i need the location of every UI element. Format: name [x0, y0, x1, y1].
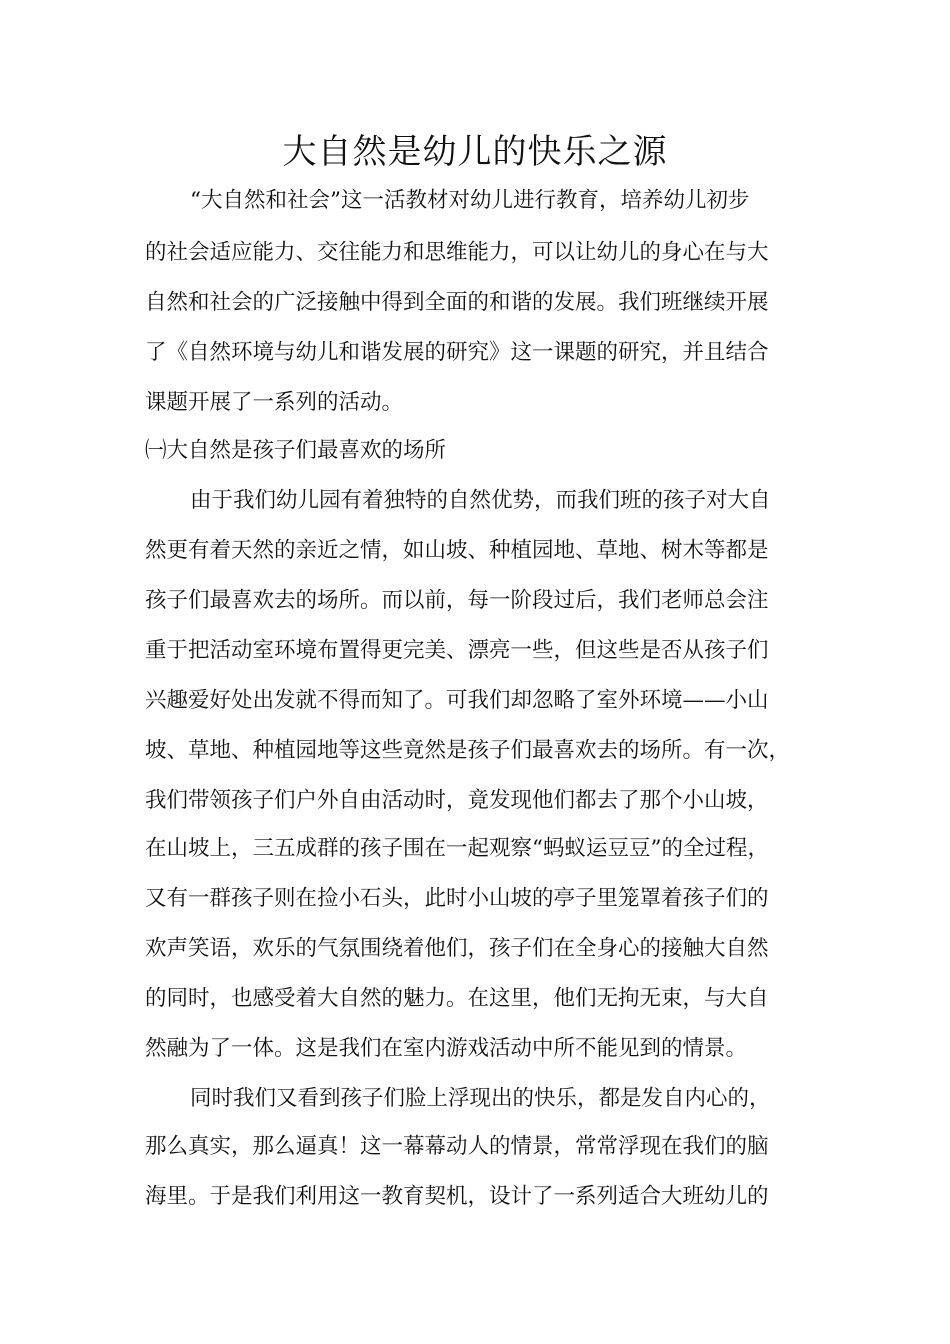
- paragraph-line: 重于把活动室环境布置得更完美、漂亮一些，但这些是否从孩子们: [145, 638, 769, 663]
- paragraph-line: “大自然和社会”这一活教材对幼儿进行教育，培养幼儿初步: [190, 188, 750, 213]
- paragraph-line: 然融为了一体。这是我们在室内游戏活动中所不能见到的情景。: [145, 1036, 748, 1061]
- paragraph-line: 自然和社会的广泛接触中得到全面的和谐的发展。我们班继续开展: [145, 290, 769, 315]
- paragraph-line: 的社会适应能力、交往能力和思维能力，可以让幼儿的身心在与大: [145, 240, 769, 265]
- document-title: 大自然是幼儿的快乐之源: [282, 132, 668, 172]
- paragraph-line: 孩子们最喜欢去的场所。而以前，每一阶段过后，我们老师总会注: [145, 588, 769, 613]
- paragraph-line: 的同时，也感受着大自然的魅力。在这里，他们无拘无束，与大自: [145, 986, 769, 1011]
- paragraph-line: 然更有着天然的亲近之情，如山坡、种植园地、草地、树木等都是: [145, 538, 769, 563]
- paragraph-line: 海里。于是我们利用这一教育契机，设计了一系列适合大班幼儿的: [145, 1184, 769, 1209]
- paragraph-line: 同时我们又看到孩子们脸上浮现出的快乐，都是发自内心的，: [190, 1086, 771, 1111]
- paragraph-line: 欢声笑语，欢乐的气氛围绕着他们，孩子们在全身心的接触大自然: [145, 936, 769, 961]
- paragraph-line: 兴趣爱好处出发就不得而知了。可我们却忽略了室外环境——小山: [145, 688, 769, 713]
- paragraph-line: 我们带领孩子们户外自由活动时，竟发现他们都去了那个小山坡，: [145, 788, 769, 813]
- paragraph-line: 由于我们幼儿园有着独特的自然优势，而我们班的孩子对大自: [190, 488, 771, 513]
- paragraph-line: 那么真实，那么逼真！这一幕幕动人的情景，常常浮现在我们的脑: [145, 1134, 769, 1159]
- paragraph-line: 课题开展了一系列的活动。: [145, 390, 404, 415]
- paragraph-line: 又有一群孩子则在捡小石头，此时小山坡的亭子里笼罩着孩子们的: [145, 886, 769, 911]
- paragraph-line: 坡、草地、种植园地等这些竟然是孩子们最喜欢去的场所。有一次，: [145, 738, 791, 763]
- section-heading: ㈠大自然是孩子们最喜欢的场所: [145, 438, 447, 463]
- paragraph-line: 了《自然环境与幼儿和谐发展的研究》这一课题的研究，并且结合: [145, 340, 769, 365]
- paragraph-line: 在山坡上，三五成群的孩子围在一起观察“蚂蚁运豆豆”的全过程，: [145, 836, 769, 861]
